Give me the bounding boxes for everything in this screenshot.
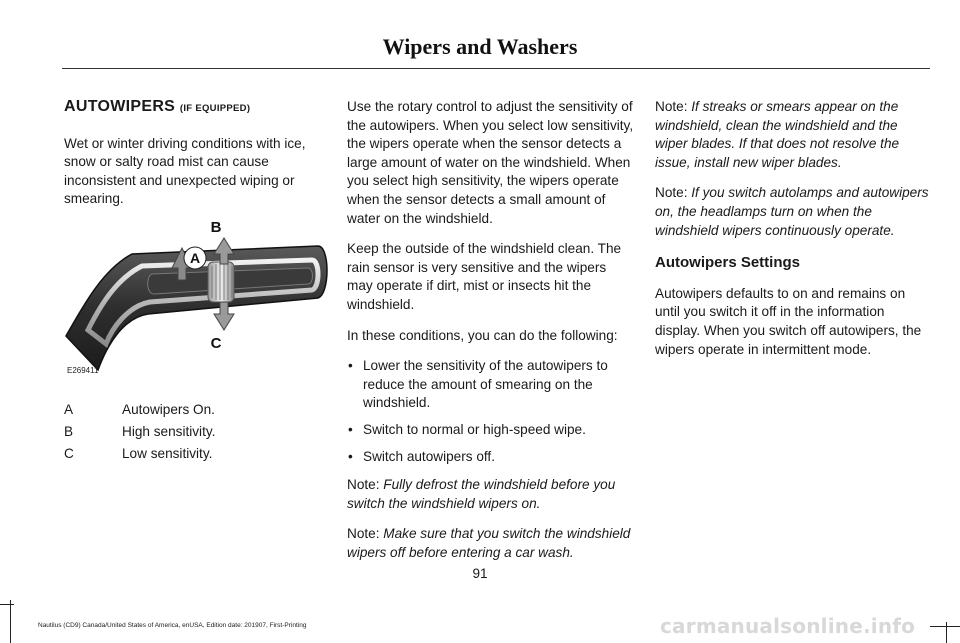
note-car-wash — [347, 525, 635, 562]
note-streaks — [655, 98, 930, 172]
note-defrost — [347, 476, 635, 513]
section-title-suffix: (IF EQUIPPED) — [179, 103, 251, 114]
list-item: • Lower the sensitivity of the autowipers to reduce the amount of smearing on the windshield. — [347, 357, 635, 413]
note-label: Note: — [655, 185, 688, 201]
note-text: Make sure that you switch the windshield wipers off before entering a car wash. — [347, 526, 631, 560]
note-autolamps — [655, 184, 930, 240]
legend-key: B — [64, 423, 74, 439]
column-middle — [347, 98, 635, 574]
settings-paragraph: Autowipers defaults to on and remains on until you switch it off in the information display. When you switch off autowipers, the wipers operate in intermittent mode. — [655, 285, 922, 357]
note-text: Fully defrost the windshield before you switch the windshield wipers on. — [347, 477, 616, 511]
crop-mark-bottom-right — [930, 626, 960, 627]
list-item: • Switch autowipers off. — [347, 448, 635, 467]
sensor-paragraph: Keep the outside of the windshield clean. The rain sensor is very sensitive and the wipers may operate if dirt, mist or insects hit the windshield. — [347, 241, 622, 312]
note-label: Note: — [347, 477, 380, 493]
legend-key: C — [64, 445, 74, 461]
conditions-list — [347, 357, 635, 466]
note-label: Note: — [347, 526, 380, 542]
callout-a-label: A — [189, 250, 201, 266]
crop-mark-bottom-left — [0, 604, 14, 605]
sensitivity-paragraph: Use the rotary control to adjust the sensitivity of the autowipers. When you select low sensitivity, the wipers operate when the sensor detects a large amount of water on the windshield. When you select high sensitivity, the wipers operate when the sensor detects a small amount of water on the windshield. — [347, 99, 634, 226]
crop-mark-left — [10, 600, 11, 643]
note-text: If you switch autolamps and autowipers on, the headlamps turn on when the windshield wipers continuously operate. — [655, 185, 929, 238]
note-label: Note: — [655, 99, 688, 114]
legend-row — [64, 420, 334, 442]
list-item: • Switch to normal or high-speed wipe. — [347, 421, 635, 440]
section-title-text: AUTOWIPERS — [64, 98, 176, 115]
legend-text: Autowipers On. — [122, 401, 215, 417]
legend-row — [64, 398, 334, 420]
figure-code: E269411 — [67, 366, 99, 375]
callout-c-label: C — [210, 335, 222, 352]
page-header-title: Wipers and Washers — [382, 34, 578, 59]
figure-legend — [64, 398, 334, 464]
subsection-title: Autowipers Settings — [655, 254, 801, 272]
footer-edition-info: Nautilus (CD9) Canada/United States of America, enUSA, Edition date: 201907, First-Printing — [38, 622, 307, 629]
section-title — [64, 98, 334, 119]
legend-key: A — [64, 401, 74, 417]
note-text: If streaks or smears appear on the windshield, clean the windshield and the wiper blades. If that does not resolve the issue, install new wiper blades. — [655, 99, 900, 170]
legend-row — [64, 442, 334, 464]
column-right — [655, 98, 930, 371]
column-left — [64, 98, 334, 221]
wiper-control-illustration — [62, 218, 332, 378]
watermark: carmanualsonline.info — [660, 614, 916, 638]
callout-b-label: B — [210, 219, 222, 236]
header-divider — [62, 68, 930, 69]
conditions-paragraph: In these conditions, you can do the following: — [347, 327, 618, 343]
legend-text: High sensitivity. — [122, 423, 216, 439]
legend-text: Low sensitivity. — [122, 445, 213, 461]
intro-paragraph: Wet or winter driving conditions with ice, snow or salty road mist can cause inconsistent and unexpected wiping or smearing. — [64, 135, 306, 207]
page-number: 91 — [472, 566, 488, 581]
